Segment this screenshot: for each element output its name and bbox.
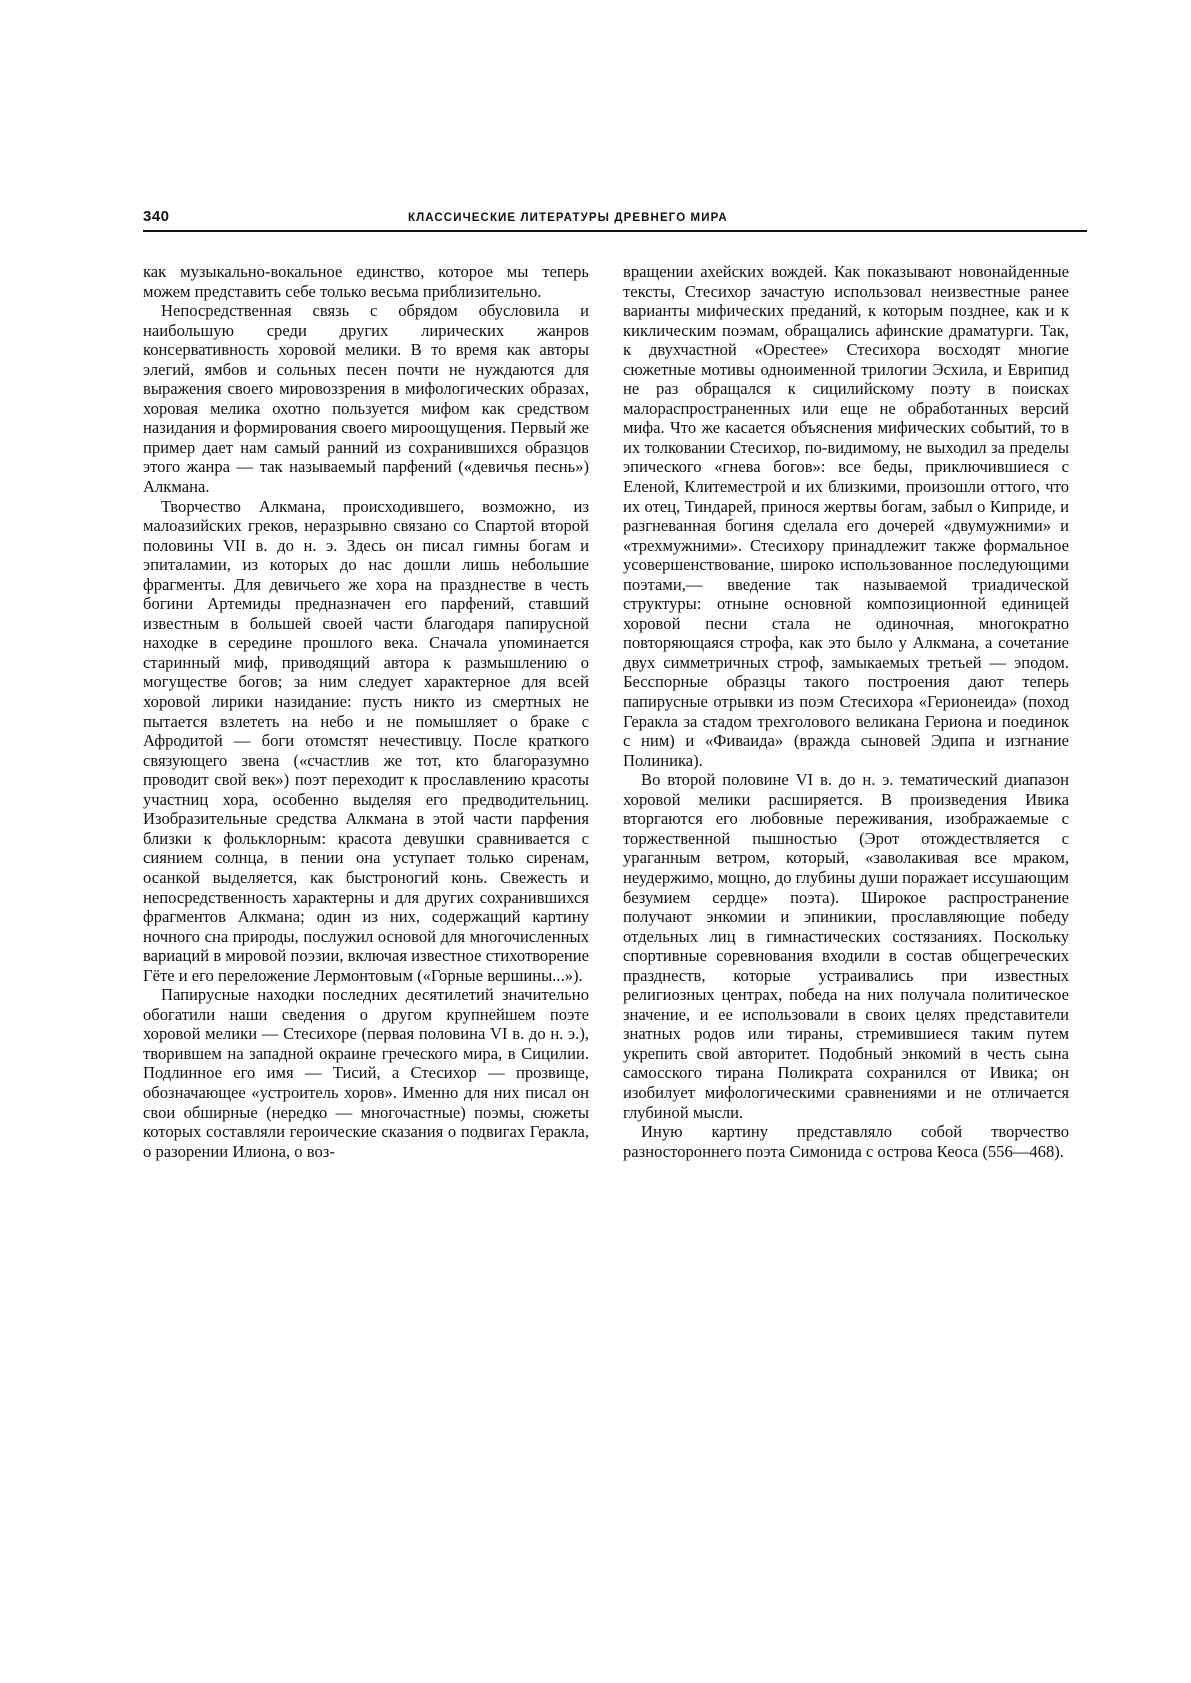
paragraph: Творчество Алкмана, происходившего, возможно, из малоазийских греков, неразрывно связано со Спартой второй половины VII в. до н. э. Здесь он писал гимны богам и эпиталамии, из которых до нас дошли лишь небольшие фрагменты. Для девичьего же хора на празднестве в честь богини Артемиды предназначен его парфений, ставший известным в большей своей части благодаря папирусной находке в середине прошлого века. Сначала упоминается старинный миф, приводящий автора к размышлению о могуществе богов; за ним следует характерное для всей хоровой лирики назидание: пусть никто из смертных не пытается взлететь на небо и не помышляет о браке с Афродитой — боги отомстят нечестивцу. После краткого связующего звена («счастлив же тот, кто благоразумно проводит свой век») поэт переходит к прославлению красоты участниц хора, особенно выделяя его предводительниц. Изобразительные средства Алкмана в этой части парфения близки к фольклорным: красота девушки сравнивается с сиянием солнца, в пении она уступает только сиренам, осанкой выделяется, как быстроногий конь. Свежесть и непосредственность характерны и для других сохранившихся фрагментов Алкмана; один из них, содержащий картину ночного сна природы, послужил основой для многочисленных вариаций в мировой поэзии, включая известное стихотворение Гёте и его переложение Лермонтовым («Горные вершины...»).: [143, 496, 589, 985]
page-header: [143, 208, 1087, 232]
paragraph: как музыкально-вокальное единство, которое мы теперь можем представить себе только весьма приблизительно.: [143, 262, 589, 301]
paragraph: Папирусные находки последних десятилетий значительно обогатили наши сведения о другом крупнейшем поэте хоровой мелики — Стесихоре (первая половина VI в. до н. э.), творившем на западной окраине греческого мира, в Сицилии. Подлинное его имя — Тисий, а Стесихор — прозвище, обозначающее «устроитель хоров». Именно для них писал он свои обширные (нередко — многочастные) поэмы, сюжеты которых составляли героические сказания о подвигах Геракла, о разорении Илиона, о воз-: [143, 985, 589, 1161]
right-column: [623, 262, 1069, 1161]
paragraph: Во второй половине VI в. до н. э. тематический диапазон хоровой мелики расширяется. В произведения Ивика вторгаются его любовные переживания, изображаемые с торжественной пышностью (Эрот отождествляется с ураганным ветром, который, «заволакивая все мраком, неудержимо, мощно, до глубины души поражает иссушающим безумием сердце» поэта). Широкое распространение получают энкомии и эпиникии, прославляющие победу отдельных лиц в гимнастических состязаниях. Поскольку спортивные соревнования входили в состав общегреческих празднеств, которые устраивались при известных религиозных центрах, победа на них получала политическое значение, и ее использовали в своих целях представители знатных родов или тираны, стремившиеся таким путем укрепить свой авторитет. Подобный энкомий в честь сына самосского тирана Поликрата сохранился от Ивика; он изобилует мифологическими сравнениями и не отличается глубиной мысли.: [623, 770, 1069, 1122]
running-title: КЛАССИЧЕСКИЕ ЛИТЕРАТУРЫ ДРЕВНЕГО МИРА: [408, 212, 728, 224]
left-column: [143, 262, 589, 1161]
paragraph: Иную картину представляло собой творчество разностороннего поэта Симонида с острова Кеоса (556—468).: [623, 1122, 1069, 1161]
paragraph: Непосредственная связь с обрядом обусловила и наибольшую среди других лирических жанров консервативность хоровой мелики. В то время как авторы элегий, ямбов и сольных песен почти не нуждаются для выражения своего мировоззрения в мифологических образах, хоровая мелика охотно пользуется мифом как средством назидания и формирования своего мироощущения. Первый же пример дает нам самый ранний из сохранившихся образцов этого жанра — так называемый парфений («девичья песнь») Алкмана.: [143, 301, 589, 497]
paragraph: вращении ахейских вождей. Как показывают новонайденные тексты, Стесихор зачастую использовал неизвестные ранее варианты мифических преданий, к которым позднее, как и к киклическим поэмам, обращались афинские драматурги. Так, к двухчастной «Орестее» Стесихора восходят многие сюжетные мотивы одноименной трилогии Эсхила, и Еврипид не раз обращался к сицилийскому поэту в поисках малораспространенных или еще не обработанных версий мифа. Что же касается объяснения мифических событий, то в их толковании Стесихор, по-видимому, не выходил за пределы эпического «гнева богов»: все беды, приключившиеся с Еленой, Клитеместрой и их близкими, произошли оттого, что их отец, Тиндарей, принося жертвы богам, забыл о Киприде, и разгневанная богиня сделала его дочерей «двумужними» и «трехмужними». Стесихору принадлежит также формальное усовершенствование, широко использованное последующими поэтами,— введение так называемой триадической структуры: отныне основной композиционной единицей хоровой песни стала не одиночная, многократно повторяющаяся строфа, как это было у Алкмана, а сочетание двух симметричных строф, замыкаемых третьей — эподом. Бесспорные образцы такого построения дают теперь папирусные отрывки из поэм Стесихора «Герионеида» (поход Геракла за стадом трехголового великана Гериона и поединок с ним) и «Фиваида» (вражда сыновей Эдипа и изгнание Полиника).: [623, 262, 1069, 770]
page-number: 340: [143, 208, 170, 225]
header-rule: [143, 230, 1087, 232]
